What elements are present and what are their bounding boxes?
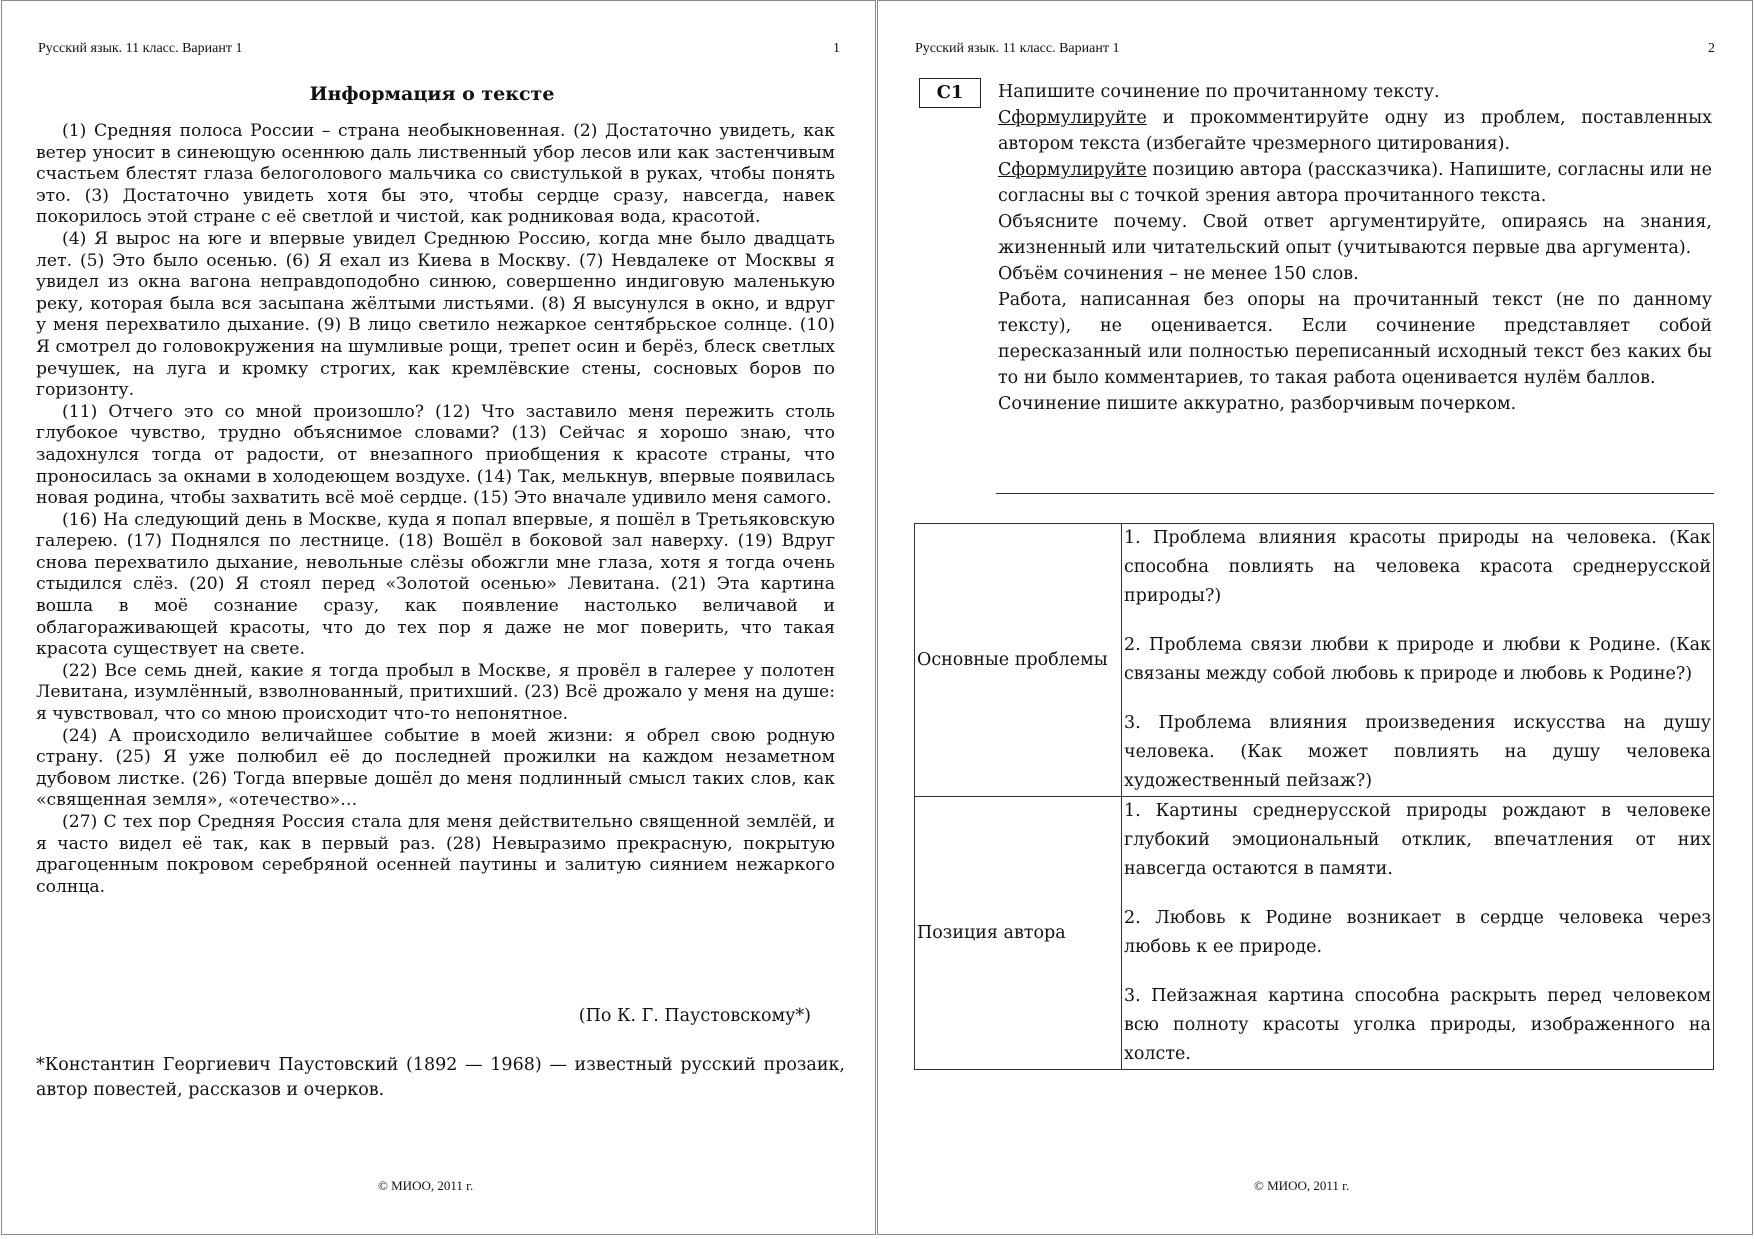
paragraph: (4) Я вырос на юге и впервые увидел Среднюю Россию, когда мне было двадцать лет. (5) Это было осенью. (6) Я ехал из Киева в Москву. (7) Невдалеке от Москвы я увидел из окна вагона неправдоподобно синюю, совершенно индиговую маленькую реку, которая была вся засыпана жёлтыми листьями. (8) Я высунулся в окно, и вдруг у меня перехватило дыхание. (9) В лицо светило нежаркое сентябрьское солнце. (10) Я смотрел до головокружения на шумливые рощи, трепет осин и берёз, блеск светлых речушек, на луга и кромку строгих, как кремлёвские стены, сосновых боров по горизонту. bbox=[36, 228, 835, 401]
task-line: Работа, написанная без опоры на прочитанный текст (не по данному тексту), не оценивается. Если сочинение представляет собой пересказанный или полностью переписанный исходный текст без каких бы то ни было комментариев, то такая работа оценивается нулём баллов. bbox=[998, 290, 1712, 388]
row-label: Позиция автора bbox=[915, 797, 1122, 1070]
page-number: 1 bbox=[833, 41, 840, 56]
underlined-word: Сформулируйте bbox=[998, 160, 1147, 180]
list-item: 1. Проблема влияния красоты природы на человека. (Как способна повлиять на человека красота среднерусской природы?) bbox=[1124, 528, 1711, 606]
page-number: 2 bbox=[1708, 41, 1715, 56]
task-label-box: С1 bbox=[919, 78, 981, 108]
task-text: позицию автора (рассказчика). Напишите, согласны или не согласны вы с точкой зрения автора прочитанного текста. bbox=[998, 160, 1712, 206]
page-footer: © МИОО, 2011 г. bbox=[378, 1178, 474, 1193]
task-line: Сочинение пишите аккуратно, разборчивым почерком. bbox=[998, 394, 1517, 414]
paragraph: (22) Все семь дней, какие я тогда пробыл в Москве, я провёл в галерее у полотен Левитана, изумлённый, взволнованный, притихший. (23) Всё дрожало у меня на душе: я чувствовал, что со мною происходит что-то непонятное. bbox=[36, 660, 835, 725]
list-item: 3. Пейзажная картина способна раскрыть перед человеком всю полноту красоты уголка природы, изображенного на холсте. bbox=[1124, 986, 1711, 1064]
answer-key-table bbox=[914, 523, 1714, 1070]
task-line: Напишите сочинение по прочитанному тексту. bbox=[998, 82, 1440, 102]
page-2 bbox=[877, 0, 1753, 1235]
list-item: 3. Проблема влияния произведения искусства на душу человека. (Как может повлиять на душу человека художественный пейзаж?) bbox=[1124, 713, 1711, 791]
paragraph: (16) На следующий день в Москве, куда я попал впервые, я пошёл в Третьяковскую галерею. (17) Поднялся по лестнице. (18) Вошёл в боковой зал наверху. (19) Вдруг снова перехватило дыхание, невольные слёзы обожгли мне глаза, хотя я тогда очень стыдился слёз. (20) Я стоял перед «Золотой осенью» Левитана. (21) Эта картина вошла в моё сознание сразу, как появление настолько величавой и облагораживающей красоты, что до тех пор я даже не мог поверить, что такая красота существует на свете. bbox=[36, 509, 835, 660]
author-attribution: (По К. Г. Паустовскому*) bbox=[578, 1006, 811, 1026]
page-header: Русский язык. 11 класс. Вариант 1 bbox=[38, 41, 243, 56]
page-footer: © МИОО, 2011 г. bbox=[1254, 1178, 1350, 1193]
list-item: 1. Картины среднерусской природы рождают в человеке глубокий эмоциональный отклик, впечатления от них навсегда остаются в памяти. bbox=[1124, 801, 1711, 879]
table-row bbox=[915, 524, 1714, 797]
page-1 bbox=[1, 0, 876, 1235]
divider bbox=[996, 493, 1714, 494]
row-label: Основные проблемы bbox=[915, 524, 1122, 797]
paragraph: (11) Отчего это со мной произошло? (12) Что заставило меня пережить столь глубокое чувство, трудно объяснимое словами? (13) Сейчас я хорошо знаю, что задохнулся тогда от радости, от внезапного приобщения к красоте страны, что проносилась за окнами в холодеющем воздухе. (14) Так, мелькнув, впервые появилась новая родина, чтобы захватить всё моё сердце. (15) Это вначале удивило меня самого. bbox=[36, 401, 835, 509]
paragraph: (27) С тех пор Средняя Россия стала для меня действительно священной землёй, и я часто видел её так, как в первый раз. (28) Невыразимо прекрасную, покрытую драгоценным покровом серебряной осенней паутины и залитую сиянием нежаркого солнца. bbox=[36, 812, 835, 897]
paragraph: (1) Средняя полоса России – страна необыкновенная. (2) Достаточно увидеть, как ветер уносит в синеющую осеннюю даль лиственный убор лесов или как застенчивым счастьем блестят глаза белоголового мальчика со свистулькой в руках, чтобы понять это. (3) Достаточно увидеть хотя бы это, чтобы сердце сразу, навсегда, навек покорилось этой стране с её светлой и чистой, как родниковая вода, красотой. bbox=[36, 121, 835, 228]
table-row bbox=[915, 797, 1714, 1070]
task-line: Объём сочинения – не менее 150 слов. bbox=[998, 264, 1359, 284]
task-text: и прокомментируйте одну из проблем, поставленных автором текста (избегайте чрезмерного цитирования). bbox=[998, 108, 1712, 154]
list-item: 2. Проблема связи любви к природе и любви к Родине. (Как связаны между собой любовь к природе и любовь к Родине?) bbox=[1124, 635, 1711, 684]
page-header: Русский язык. 11 класс. Вариант 1 bbox=[915, 41, 1120, 56]
paragraph: (24) А происходило величайшее событие в моей жизни: я обрел свою родную страну. (25) Я уже полюбил её до последней прожилки на каждом незаметном дубовом листке. (26) Тогда впервые дошёл до меня подлинный смысл таких слов, как «священная земля», «отечество»… bbox=[36, 725, 835, 811]
task-line: Объясните почему. Свой ответ аргументируйте, опираясь на знания, жизненный или читательский опыт (учитываются первые два аргумента). bbox=[998, 212, 1712, 258]
task-instructions bbox=[998, 79, 1712, 417]
task-line bbox=[998, 105, 1712, 157]
list-item: 2. Любовь к Родине возникает в сердце человека через любовь к ее природе. bbox=[1124, 908, 1711, 957]
source-text bbox=[36, 121, 835, 898]
underlined-word: Сформулируйте bbox=[998, 108, 1147, 128]
footnote: *Константин Георгиевич Паустовский (1892 — 1968) — известный русский прозаик, автор повестей, рассказов и очерков. bbox=[36, 1055, 845, 1100]
task-line bbox=[998, 157, 1712, 209]
text-title: Информация о тексте bbox=[309, 83, 555, 105]
problems-cell bbox=[1122, 524, 1714, 797]
position-cell bbox=[1122, 797, 1714, 1070]
